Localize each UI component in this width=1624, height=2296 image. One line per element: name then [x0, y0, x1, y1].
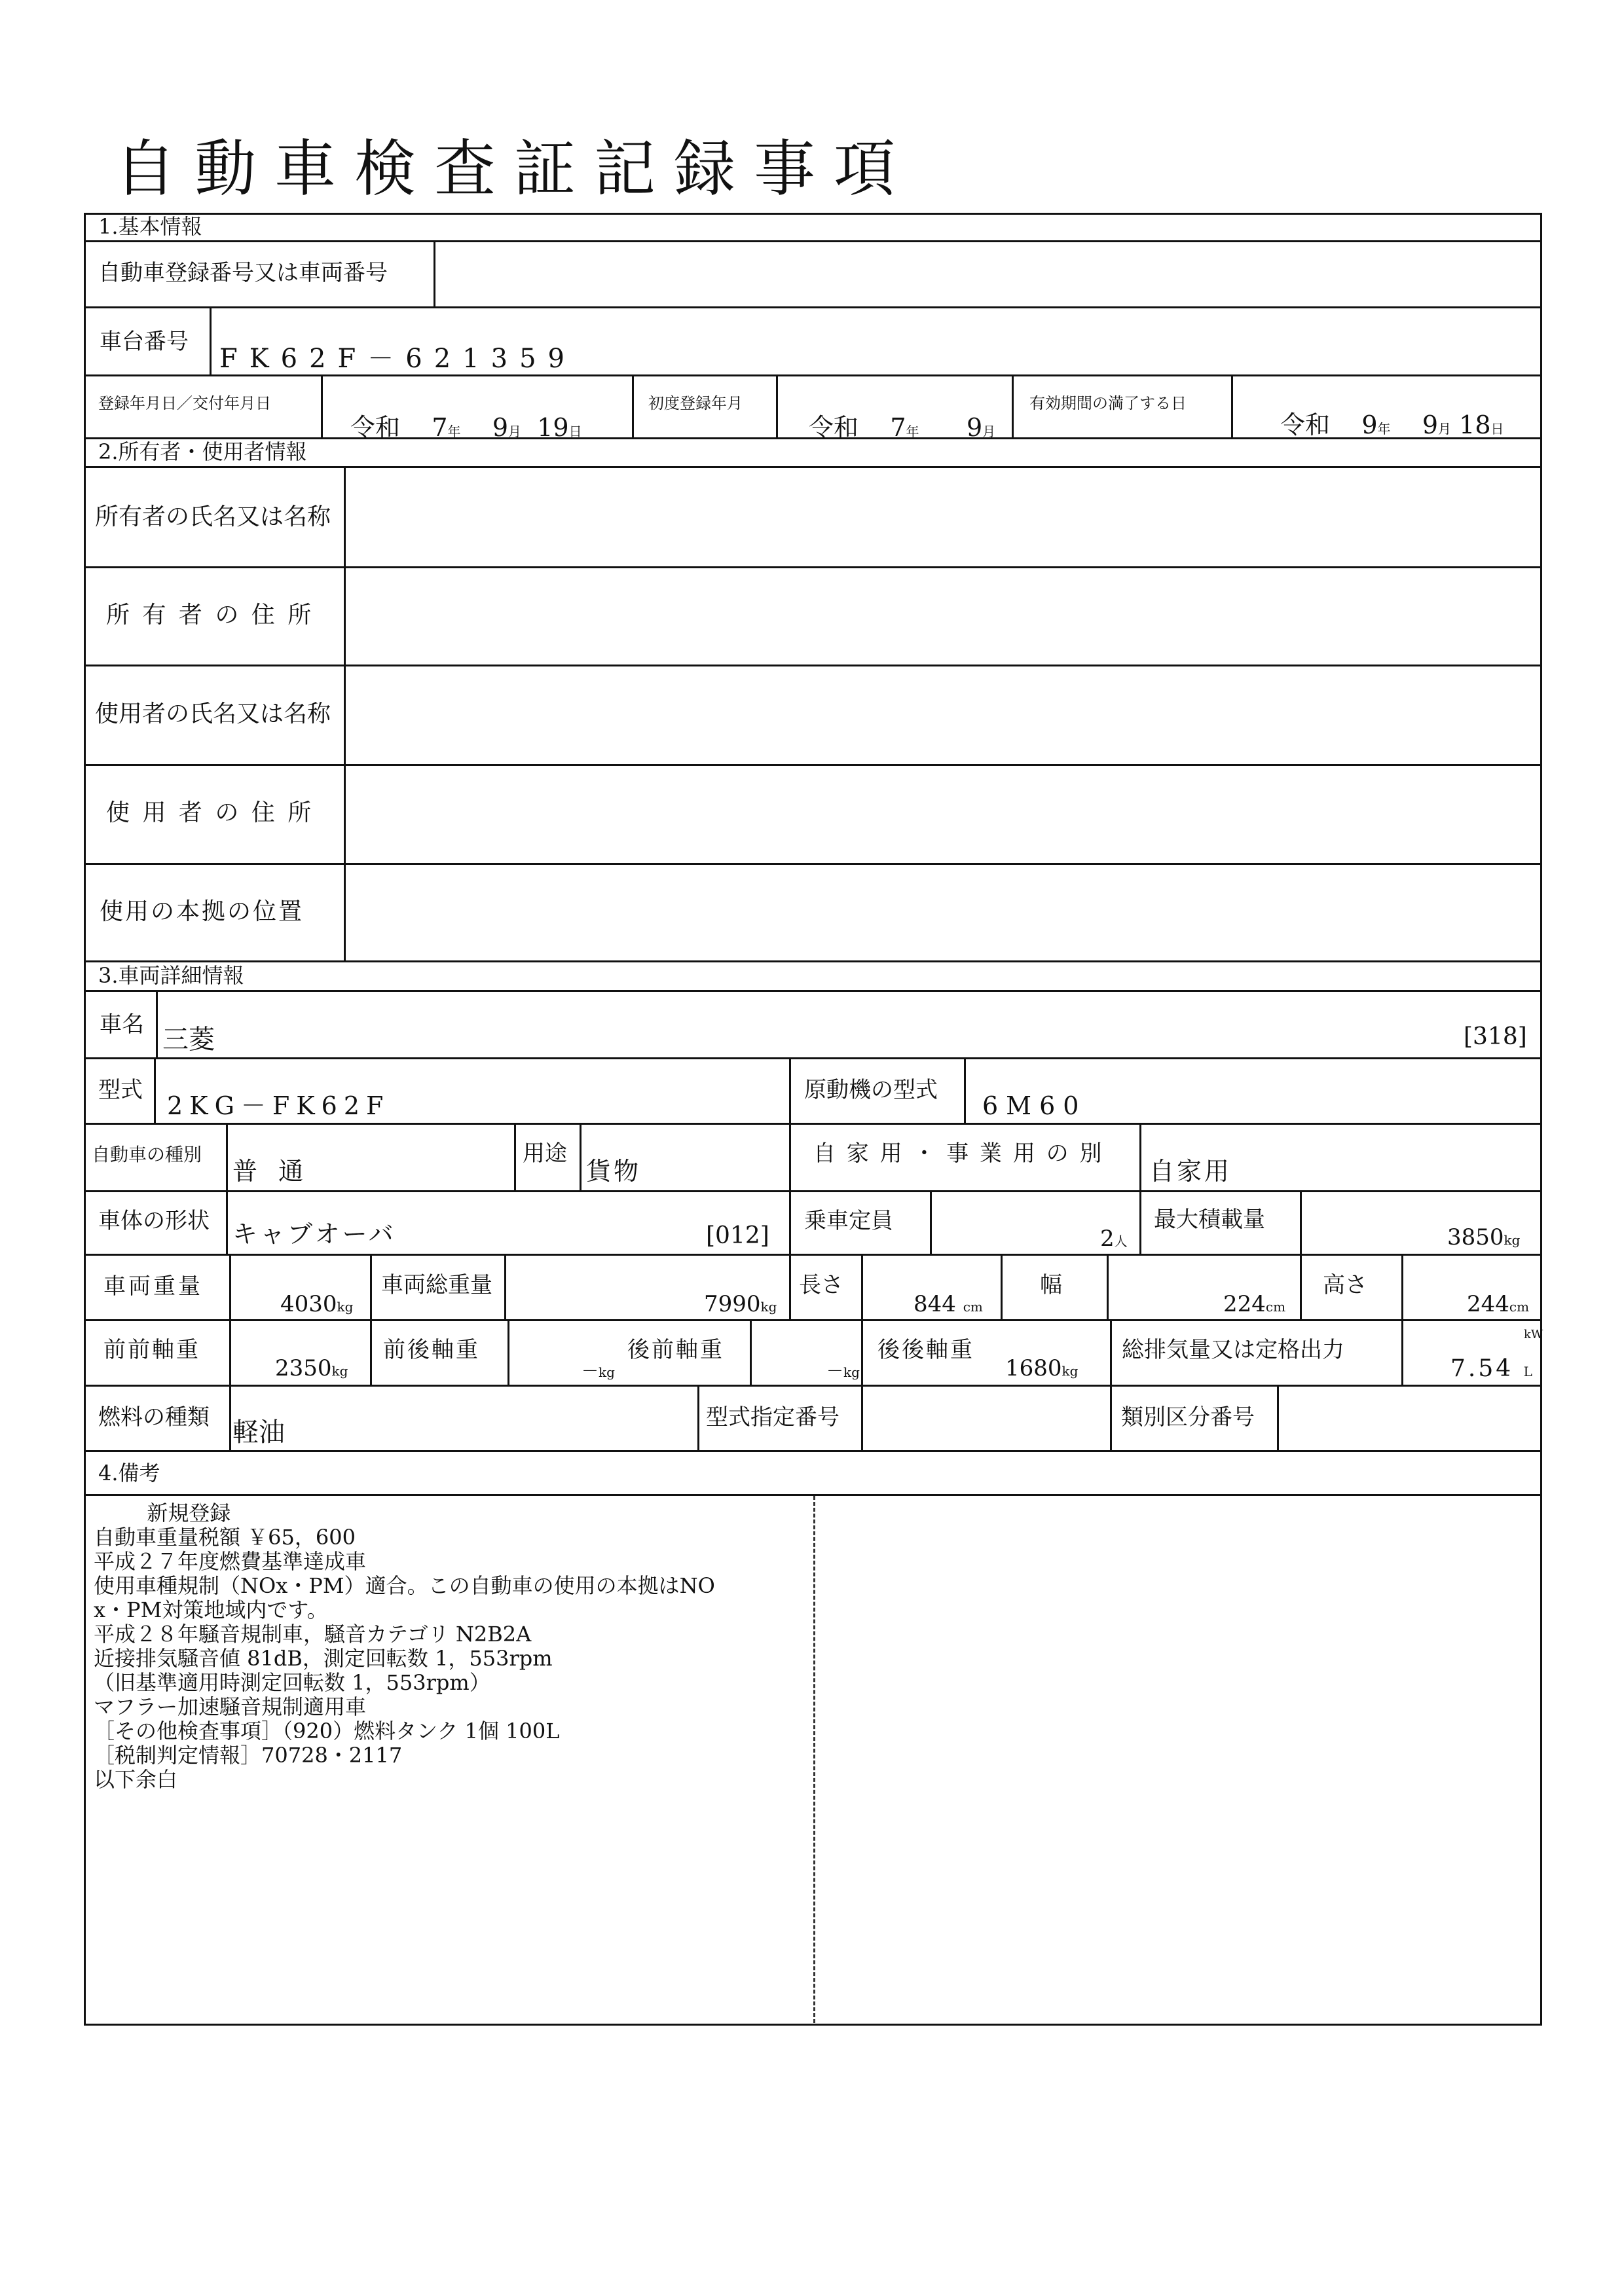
remark-line: 近接排気騒音値 81dB，測定回転数 1，553rpm — [94, 1646, 553, 1671]
capacity-value: 2人 — [1100, 1226, 1128, 1252]
rf-axle-label: 後前軸重 — [627, 1337, 724, 1363]
gross-weight-value: 7990kg — [704, 1291, 777, 1317]
chassis-value: FK62F－621359 — [219, 344, 576, 374]
usage-value: 貨物 — [586, 1157, 642, 1186]
vehicle-name-value: 三菱 — [162, 1025, 215, 1055]
remark-line: 使用車種規制（NOx・PM）適合。この自動車の使用の本拠はNO — [94, 1573, 715, 1598]
user-address-label: 使 用 者 の 住 所 — [106, 799, 314, 826]
ff-axle-label: 前前軸重 — [103, 1337, 200, 1363]
height-value: 244cm — [1467, 1291, 1530, 1317]
engine-label: 原動機の型式 — [804, 1077, 938, 1103]
first-reg-value: 令和 7年 9月 — [809, 413, 996, 442]
user-name-label: 使用者の氏名又は名称 — [95, 701, 331, 727]
length-value: 844 cm — [913, 1291, 983, 1317]
section-vehicle: 3.車両詳細情報 — [98, 963, 244, 988]
displacement-label: 総排気量又は定格出力 — [1122, 1337, 1344, 1363]
vehicle-name-label: 車名 — [100, 1011, 144, 1038]
max-load-value: 3850kg — [1447, 1224, 1521, 1250]
max-load-label: 最大積載量 — [1154, 1207, 1265, 1233]
owner-address-label: 所 有 者 の 住 所 — [106, 602, 314, 629]
reg-date-value: 令和 7年 9月 19日 — [350, 413, 582, 442]
body-shape-value: キャブオーバ — [232, 1220, 396, 1248]
usage-label: 用途 — [523, 1140, 567, 1167]
width-label: 幅 — [1040, 1272, 1062, 1298]
owner-name-label: 所有者の氏名又は名称 — [95, 503, 331, 530]
expiry-label: 有効期間の満了する日 — [1029, 394, 1187, 412]
rr-axle-label: 後後軸重 — [877, 1337, 974, 1363]
fr-axle-value: －kg — [581, 1362, 615, 1381]
vehicle-type-label: 自動車の種別 — [92, 1144, 202, 1165]
section-basic: 1.基本情報 — [98, 214, 202, 239]
vehicle-type-value: 普 通 — [232, 1157, 310, 1186]
fuel-value: 軽油 — [232, 1417, 285, 1448]
remark-line: 平成２７年度燃費基準達成車 — [94, 1549, 367, 1574]
body-shape-code: [012] — [706, 1222, 769, 1249]
private-use-value: 自家用 — [1149, 1157, 1232, 1186]
fuel-label: 燃料の種類 — [98, 1404, 210, 1430]
engine-value: 6M60 — [982, 1091, 1087, 1120]
section-remarks: 4.備考 — [98, 1461, 160, 1485]
remark-line: 以下余白 — [94, 1767, 178, 1792]
rr-axle-value: 1680kg — [1005, 1355, 1079, 1381]
expiry-value: 令和 9年 9月 18日 — [1280, 410, 1504, 439]
ff-axle-value: 2350kg — [275, 1355, 348, 1381]
displacement-value: 7.54 L — [1450, 1355, 1535, 1382]
rf-axle-value: －kg — [826, 1362, 860, 1381]
remark-line: 平成２８年騒音規制車，騒音カテゴリ N2B2A — [94, 1622, 532, 1647]
first-reg-label: 初度登録年月 — [648, 394, 743, 412]
vehicle-weight-value: 4030kg — [280, 1291, 354, 1317]
reg-number-label: 自動車登録番号又は車両番号 — [98, 260, 388, 286]
chassis-label: 車台番号 — [100, 329, 189, 355]
remark-line: 自動車重量税額 ￥65，600 — [94, 1525, 356, 1550]
remark-line: ［税制判定情報］70728・2117 — [94, 1743, 403, 1768]
remarks-divider — [813, 1496, 815, 2023]
body-shape-label: 車体の形状 — [98, 1208, 210, 1234]
gross-weight-label: 車両総重量 — [381, 1272, 492, 1298]
category-label: 類別区分番号 — [1121, 1404, 1255, 1430]
width-value: 224cm — [1223, 1291, 1286, 1317]
vehicle-name-code: [318] — [1464, 1023, 1527, 1050]
remark-line: マフラー加速騒音規制適用車 — [94, 1694, 367, 1719]
model-label: 型式 — [98, 1077, 143, 1103]
fr-axle-label: 前後軸重 — [383, 1337, 480, 1363]
section-owner: 2.所有者・使用者情報 — [98, 439, 307, 464]
model-value: 2KG－FK62F — [167, 1091, 390, 1120]
remark-line: ［その他検査事項］（920）燃料タンク 1個 100L — [94, 1719, 560, 1743]
displacement-unit-kw: kW — [1524, 1328, 1543, 1341]
remark-line: x・PM対策地域内です。 — [94, 1597, 328, 1622]
private-use-label: 自 家 用 ・ 事 業 用 の 別 — [813, 1140, 1104, 1167]
base-location-label: 使用の本拠の位置 — [100, 898, 304, 925]
vehicle-weight-label: 車両重量 — [103, 1273, 203, 1300]
reg-date-label: 登録年月日／交付年月日 — [98, 394, 271, 412]
remark-line: （旧基準適用時測定回転数 1，553rpm） — [94, 1670, 490, 1695]
capacity-label: 乗車定員 — [804, 1208, 893, 1234]
page-title: 自動車検査証記録事項 — [115, 134, 914, 205]
remarks-text — [94, 1501, 715, 1792]
length-label: 長さ — [799, 1272, 843, 1298]
height-label: 高さ — [1323, 1272, 1367, 1298]
remark-line: 新規登録 — [94, 1501, 231, 1525]
designation-label: 型式指定番号 — [706, 1404, 840, 1430]
